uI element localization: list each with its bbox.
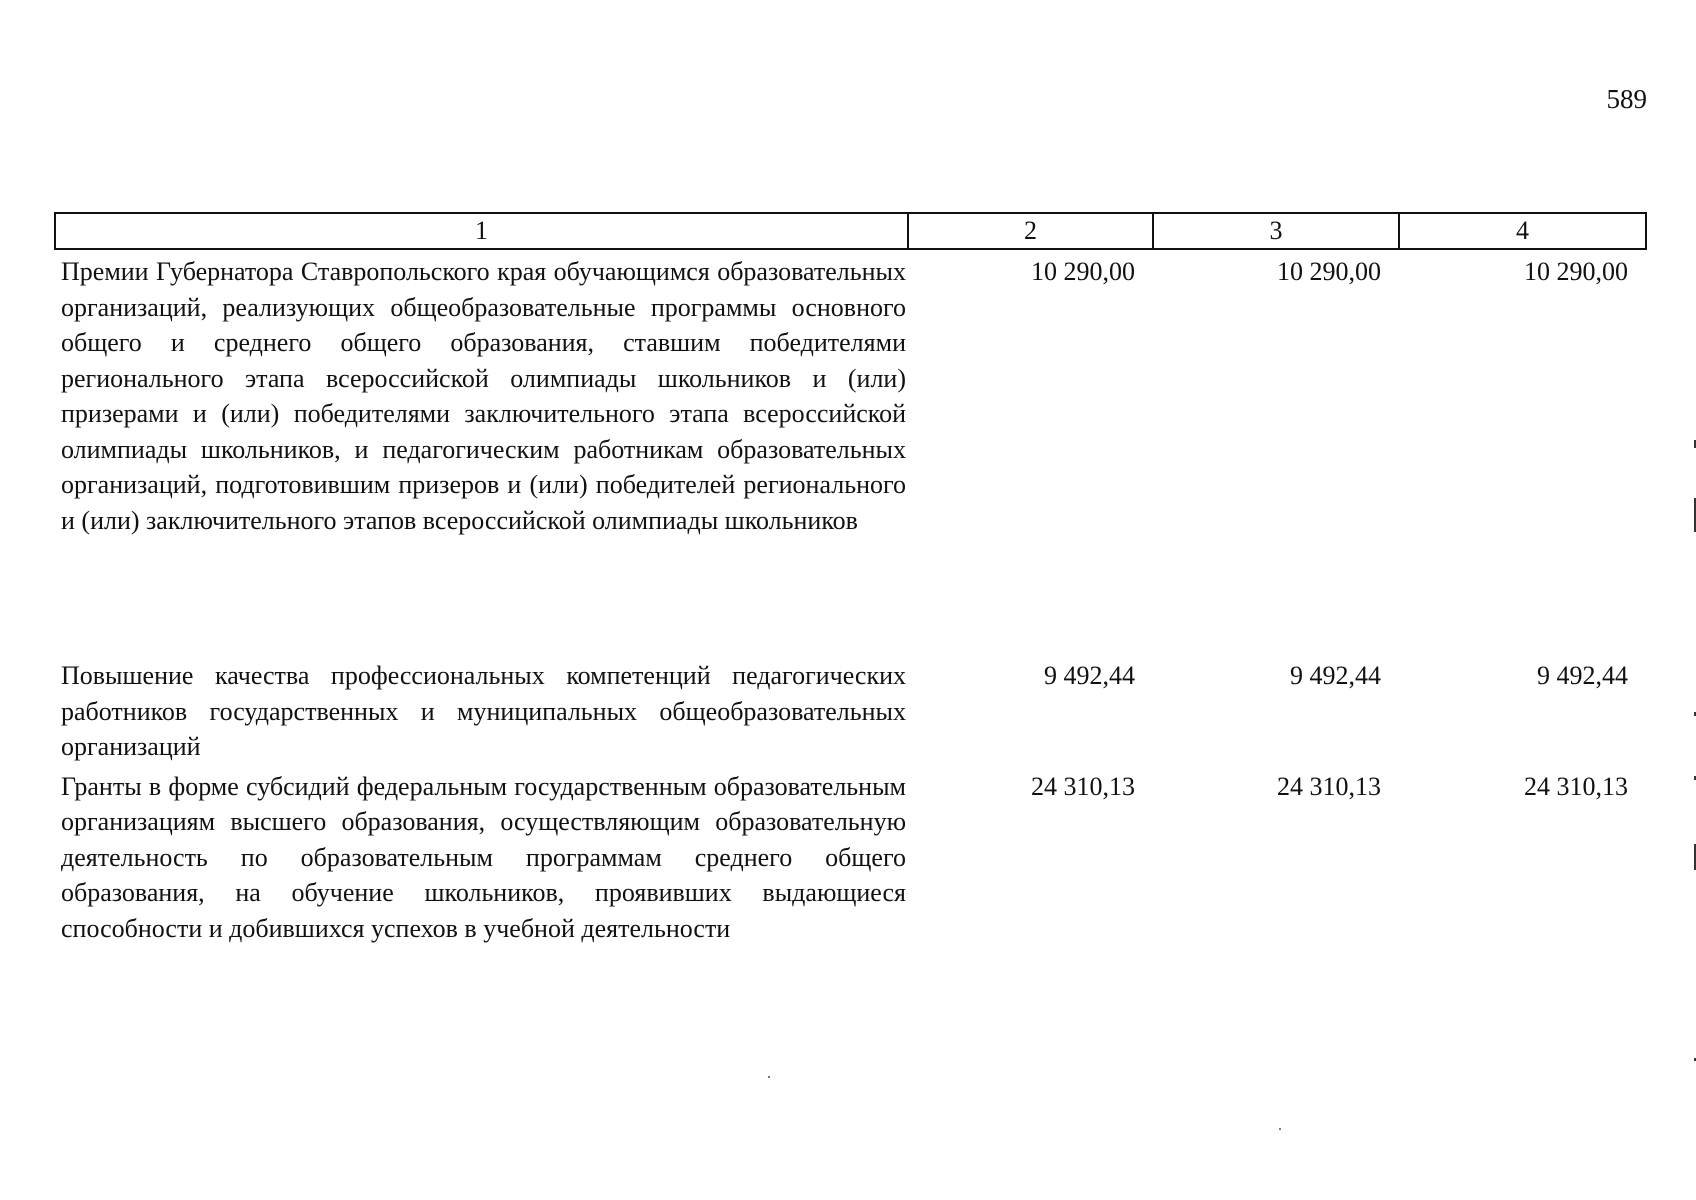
table-row bbox=[55, 765, 1646, 989]
row-value-col4: 24 310,13 bbox=[1524, 771, 1628, 801]
table-header bbox=[55, 213, 1646, 249]
row-value-col3: 24 310,13 bbox=[1277, 771, 1381, 801]
row-description: Премии Губернатора Ставропольского края обучающимся образовательных организаций, реализующих общеобразовательные программы основного общего и среднего общего образования, ставшим победителями регионального этапа всероссийской олимпиады школьников и (или) призерами и (или) победителями заключительного этапа всероссийской олимпиады школьников, и педагогическим работникам образовательных организаций, подготовившим призеров и (или) победителей регионального и (или) заключительного этапов всероссийской олимпиады школьников bbox=[61, 257, 906, 535]
column-header-3: 3 bbox=[1153, 213, 1399, 249]
row-description: Повышение качества профессиональных компетенций педагогических работников государственных и муниципальных общеобразовательных организаций bbox=[61, 661, 906, 761]
budget-table bbox=[54, 212, 1647, 989]
scan-speck bbox=[768, 1076, 770, 1078]
row-value-col3: 9 492,44 bbox=[1290, 661, 1381, 690]
row-value-col2: 10 290,00 bbox=[1031, 257, 1135, 286]
row-value-col4: 9 492,44 bbox=[1537, 661, 1628, 690]
row-value-col4: 10 290,00 bbox=[1524, 257, 1628, 286]
table-row bbox=[55, 654, 1646, 765]
row-value-col3: 10 290,00 bbox=[1277, 257, 1381, 286]
header-row bbox=[55, 213, 1646, 249]
column-header-4: 4 bbox=[1399, 213, 1646, 249]
row-description: Гранты в форме субсидий федеральным государственным образовательным организациям высшего образования, осуществляющим образовательную деятельность по образовательным программам среднего общего образования, на обучение школьников, проявивших выдающиеся способности и добившихся успехов в учебной деятельности bbox=[61, 771, 906, 943]
page-number: 589 bbox=[1606, 84, 1647, 114]
column-header-1: 1 bbox=[55, 213, 908, 249]
table-row bbox=[55, 249, 1646, 654]
row-value-col2: 9 492,44 bbox=[1044, 661, 1135, 690]
row-value-col2: 24 310,13 bbox=[1031, 771, 1135, 801]
column-header-2: 2 bbox=[908, 213, 1153, 249]
scan-speck bbox=[1279, 1128, 1281, 1130]
table-body bbox=[55, 249, 1646, 989]
